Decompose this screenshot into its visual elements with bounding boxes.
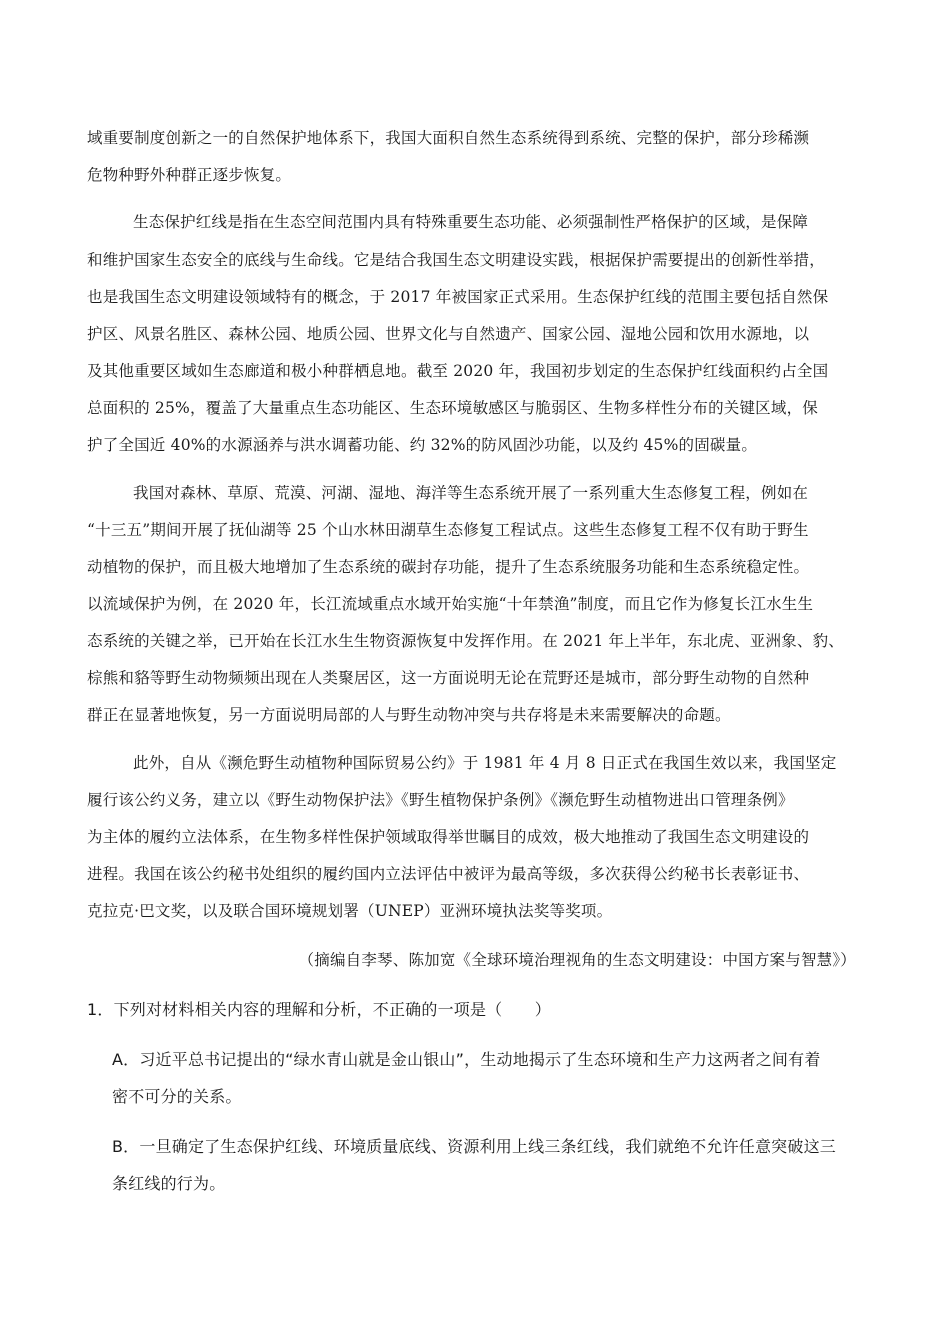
option-b-line: B．一旦确定了生态保护红线、环境质量底线、资源利用上线三条红线，我们就绝不允许任意突破这三 bbox=[112, 1137, 836, 1156]
text-line: 总面积的 25%，覆盖了大量重点生态功能区、生态环境敏感区与脆弱区、生物多样性分布的关键区域，保 bbox=[87, 399, 818, 417]
text-line: 动植物的保护，而且极大地增加了生态系统的碳封存功能，提升了生态系统服务功能和生态系统稳定性。 bbox=[87, 558, 810, 576]
option-a-line: A．习近平总书记提出的“绿水青山就是金山银山”，生动地揭示了生态环境和生产力这两者之间有着 bbox=[112, 1050, 821, 1069]
text-line: 棕熊和貉等野生动物频频出现在人类聚居区，这一方面说明无论在荒野还是城市，部分野生动物的自然种 bbox=[87, 669, 810, 687]
article-source: （摘编自李琴、陈加宽《全球环境治理视角的生态文明建设：中国方案与智慧》） bbox=[298, 951, 856, 969]
text-line: 域重要制度创新之一的自然保护地体系下，我国大面积自然生态系统得到系统、完整的保护，部分珍稀濒 bbox=[87, 129, 810, 147]
text-line: 护区、风景名胜区、森林公园、地质公园、世界文化与自然遗产、国家公园、湿地公园和饮用水源地，以 bbox=[87, 325, 810, 343]
text-line: 我国对森林、草原、荒漠、河湖、湿地、海洋等生态系统开展了一系列重大生态修复工程，例如在 bbox=[133, 484, 809, 502]
text-line: 生态保护红线是指在生态空间范围内具有特殊重要生态功能、必须强制性严格保护的区域，是保障 bbox=[133, 213, 809, 231]
text-line: 和维护国家生态安全的底线与生命线。它是结合我国生态文明建设实践，根据保护需要提出的创新性举措， bbox=[87, 251, 825, 269]
text-line: 为主体的履约立法体系，在生物多样性保护领域取得举世瞩目的成效，极大地推动了我国生态文明建设的 bbox=[87, 828, 810, 846]
text-line: 进程。我国在该公约秘书处组织的履约国内立法评估中被评为最高等级，多次获得公约秘书长表彰证书、 bbox=[87, 865, 810, 883]
text-line: 也是我国生态文明建设领域特有的概念，于 2017 年被国家正式采用。生态保护红线的范围主要包括自然保 bbox=[87, 288, 829, 306]
text-line: 及其他重要区域如生态廊道和极小种群栖息地。截至 2020 年，我国初步划定的生态保护红线面积约占全国 bbox=[87, 362, 829, 380]
text-line: 履行该公约义务，建立以《野生动物保护法》《野生植物保护条例》《濒危野生动植物进出口管理条例》 bbox=[87, 791, 794, 809]
option-a-line: 密不可分的关系。 bbox=[112, 1087, 242, 1106]
text-line: 态系统的关键之举，已开始在长江水生生物资源恢复中发挥作用。在 2021 年上半年，东北虎、亚洲象、豹、 bbox=[87, 632, 845, 650]
text-line: “十三五”期间开展了抚仙湖等 25 个山水林田湖草生态修复工程试点。这些生态修复工程不仅有助于野生 bbox=[87, 521, 809, 539]
text-line: 护了全国近 40%的水源涵养与洪水调蓄功能、约 32%的防风固沙功能，以及约 45%的固碳量。 bbox=[87, 436, 758, 454]
text-line: 群正在显著地恢复，另一方面说明局部的人与野生动物冲突与共存将是未来需要解决的命题。 bbox=[87, 706, 731, 724]
text-line: 此外，自从《濒危野生动植物种国际贸易公约》于 1981 年 4 月 8 日正式在我国生效以来，我国坚定 bbox=[133, 754, 837, 772]
question-stem: 1．下列对材料相关内容的理解和分析，不正确的一项是（ ） bbox=[87, 1000, 551, 1019]
text-line: 克拉克·巴文奖，以及联合国环境规划署（UNEP）亚洲环境执法奖等奖项。 bbox=[87, 902, 613, 920]
text-line: 危物种野外种群正逐步恢复。 bbox=[87, 166, 292, 184]
option-b-line: 条红线的行为。 bbox=[112, 1174, 226, 1193]
text-line: 以流域保护为例，在 2020 年，长江流域重点水域开始实施“十年禁渔”制度，而且它作为修复长江水生生 bbox=[87, 595, 814, 613]
